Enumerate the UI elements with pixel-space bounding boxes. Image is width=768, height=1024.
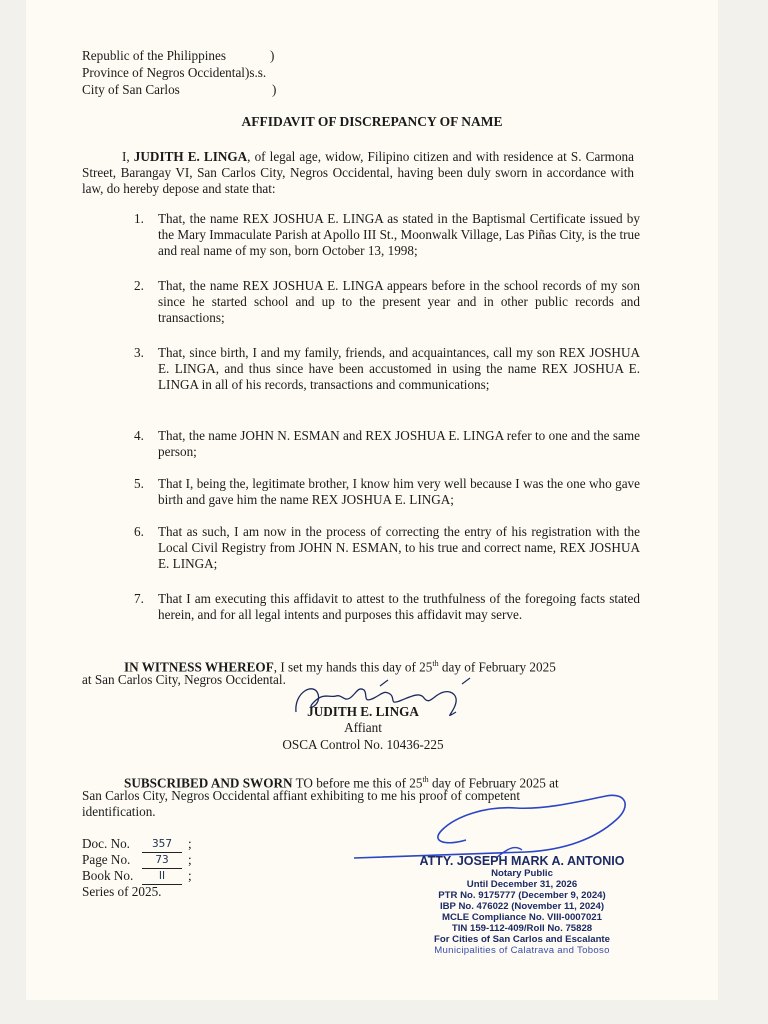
notary-title: Notary Public — [491, 868, 553, 879]
book-no-row: Book No. II ; — [82, 868, 192, 883]
jurat-line: SUBSCRIBED AND SWORN TO before me this of 25th day of February 2025 at — [124, 775, 559, 791]
notary-stamp — [410, 854, 634, 956]
osca-control-number: OSCA Control No. 10436-225 — [282, 737, 444, 752]
notarial-register-info — [82, 836, 192, 900]
page-no-row: Page No. 73 ; — [82, 852, 192, 867]
notary-municipalities: Municipalities of Calatrava and Toboso — [434, 945, 610, 956]
affiant-role: Affiant — [344, 720, 382, 735]
jurat-line-2: San Carlos City, Negros Occidental affiant exhibiting to me his proof of competent — [82, 788, 521, 803]
notary-ptr: PTR No. 9175777 (December 9, 2024) — [438, 890, 606, 901]
notary-mcle: MCLE Compliance No. VIII-0007021 — [442, 912, 602, 923]
notary-cities: For Cities of San Carlos and Escalante — [434, 934, 610, 945]
notary-until: Until December 31, 2026 — [466, 879, 578, 890]
affiant-name: JUDITH E. LINGA — [307, 704, 419, 719]
notary-ibp: IBP No. 476022 (November 11, 2024) — [439, 901, 605, 912]
witness-line: IN WITNESS WHEREOF, I set my hands this day of 25th day of February 2025 — [124, 659, 556, 675]
affidavit-page: Republic of the Philippines ) Province of Negros Occidental)s.s. City of San Carlos ) AFFIDAVIT OF DISCREPANCY OF NAME I, JUDITH E. LINGA, of legal age, widow, Filipino citizen and with residence at S. Carmona Street, Barangay VI, San Carlos City, Negros Occidental, having been duly sworn in accordance with law, do hereby depose and state that: 1. That, the name REX JOSHUA E. LINGA as stated in the Baptismal Certificate issued by the Mary Immaculate Parish at Apollo III St., Moonwalk Village, Las Piñas City, is the true and real name of my son, born October 13, 1998; 2. That, the name REX JOSHUA E. LINGA appears before in the school records of my son since he started school and up to the present year and in other public records and transactions; 3. That, since birth, I and my family, friends, and acquaintances, call my son REX JOSHUA E. LINGA, and thus since have been accustomed in using the name REX JOSHUA E. LINGA in all of his records, transactions and communications; 4. That, the name JOHN N. ESMAN and REX JOSHUA E. LINGA refer to one and the same person; 5. That I, being the, legitimate brother, I know him very well because I was the one who gave birth and gave him the name REX JOSHUA E. LINGA; 6. That as such, I am now in the process of correcting the entry of his registration with the Local Civil Registry from JOHN N. ESMAN, to his true and correct name, REX JOSHUA E. LINGA; 7. That I am executing this affidavit to attest to the truthfulness of the foregoing facts stated herein, and for all legal intents and purposes this affidavit may serve. IN WITNESS WHEREOF, I set my hands this day of 25th day of February 2025 at San Carlos City, Negros Occidental. JUDITH E. LINGA Affiant OSCA Control No. 10436-225 SUBSCRIBED AND SWORN TO before me this of 25th day of February 2025 at San Carlos City, Negros Occidental affiant exhibiting to me his proof of competent identification. Doc. No. 357 ; Page No. 73 ; Book No. II ; Series of 2025. ATTY. JOSEPH MARK A. ANTONIO Notary Public Until December 31, 2026 PTR No. 9175777 (December 9, 2024) IBP No. 476022 (November 11, 2024) MCLE Compliance No. VIII-0007021 TIN 159-112-409/Roll No. 75828 For Cities of San Carlos and Escalante Municipalities of Calatrava and Toboso — [26, 0, 718, 1000]
jurat-line-3: identification. — [82, 804, 156, 819]
witness-place: at San Carlos City, Negros Occidental. — [82, 672, 286, 687]
series-row: Series of 2025. — [82, 884, 162, 899]
affiant-name-inline: JUDITH E. LINGA — [133, 149, 248, 164]
caption-republic: Republic of the Philippines ) — [82, 48, 275, 63]
intro-paragraph: I, JUDITH E. LINGA, of legal age, widow, Filipino citizen and with residence at S. Carmona Street, Barangay VI, San Carlos City, Negros Occidental, having been duly sworn in accordance with law, do hereby depose and state that: — [82, 149, 634, 196]
caption-city: City of San Carlos ) — [82, 82, 277, 97]
document-title: AFFIDAVIT OF DISCREPANCY OF NAME — [241, 114, 503, 129]
notary-tin: TIN 159-112-409/Roll No. 75828 — [451, 923, 593, 934]
caption-province: Province of Negros Occidental)s.s. — [82, 65, 267, 80]
notary-name: ATTY. JOSEPH MARK A. ANTONIO — [419, 854, 625, 868]
doc-no-row: Doc. No. 357 ; — [82, 836, 192, 851]
